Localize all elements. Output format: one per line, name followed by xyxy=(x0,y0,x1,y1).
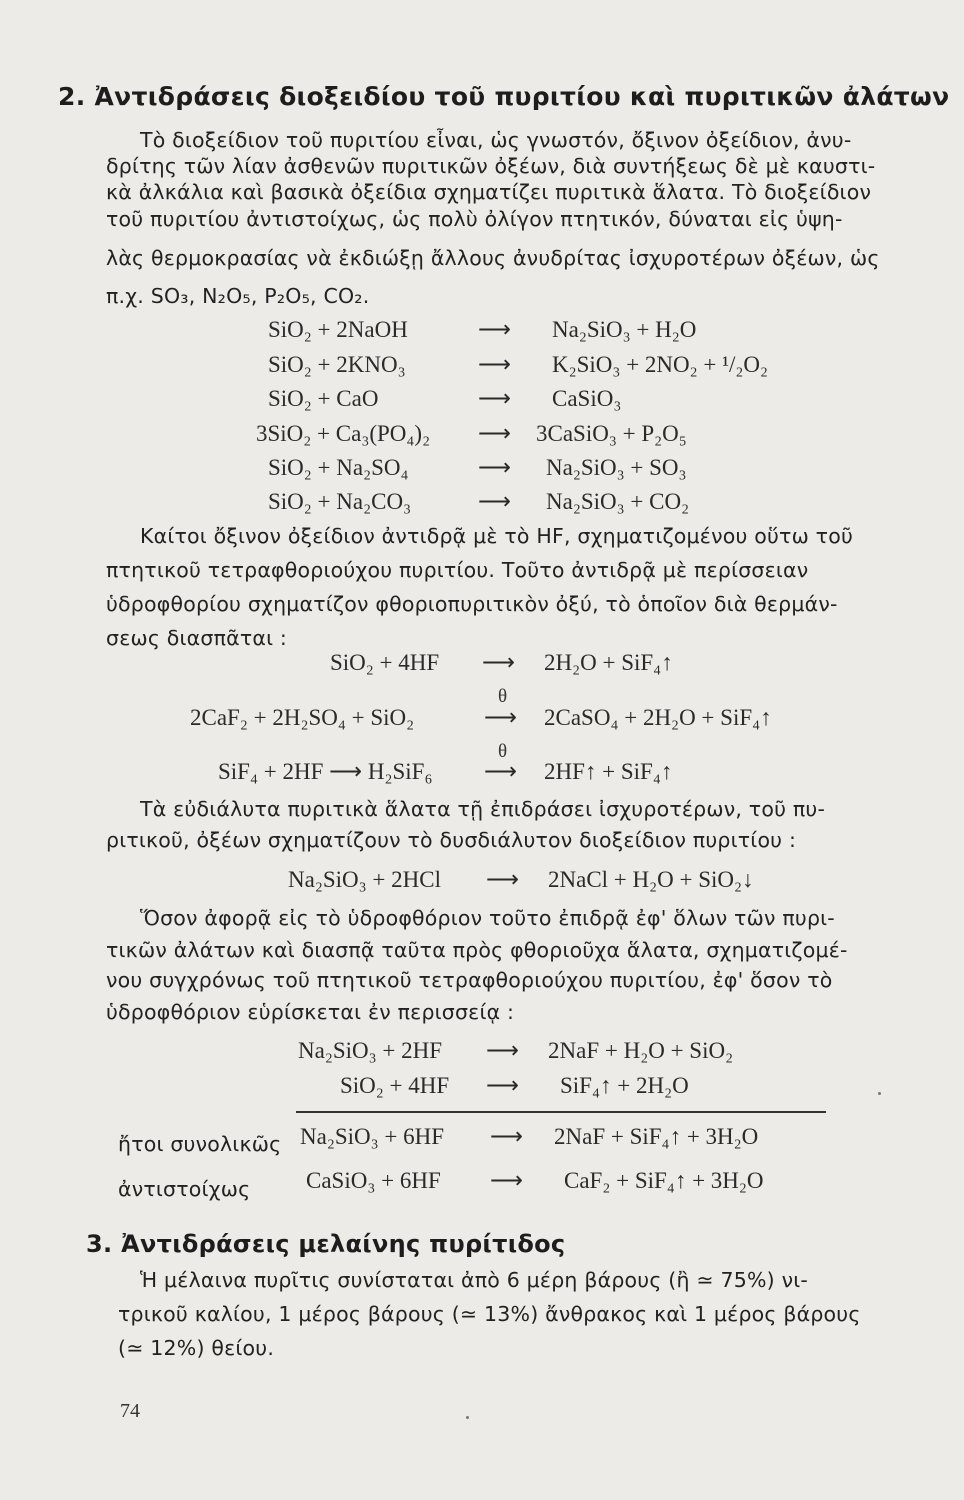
reaction-6-arrow: ⟶ xyxy=(478,489,511,514)
para4-line-4: ὑδροφθόριον εὑρίσκεται ἐν περισσείᾳ : xyxy=(106,1000,515,1024)
hcl-reaction-right: 2NaCl + H₂O + SiO₂↓ xyxy=(548,867,754,892)
hf-reaction-3-right: 2HF↑ + SiF₄↑ xyxy=(544,759,673,784)
para1-line-5: λὰς θερμοκρασίας νὰ ἐκδιώξῃ ἄλλους ἀνυδρίτας ἰσχυροτέρων ὀξέων, ὡς xyxy=(106,246,880,270)
heat-symbol-2: θ xyxy=(498,741,508,762)
page-number: 74 xyxy=(120,1400,140,1422)
heat-symbol-1: θ xyxy=(498,686,508,707)
para1-line-3: κὰ ἀλκάλια καὶ βασικὰ ὀξείδια σχηματίζει πυριτικὰ ἅλατα. Τὸ διοξείδιον xyxy=(106,180,872,204)
reaction-1-right: Na₂SiO₃ + H₂O xyxy=(552,317,697,342)
hf-reaction-2-left: 2CaF₂ + 2H₂SO₄ + SiO₂ xyxy=(190,705,415,730)
para2-line-3: ὑδροφθορίου σχηματίζον φθοριοπυριτικὸν ὀξύ, τὸ ὁποῖον διὰ θερμάν- xyxy=(106,592,838,616)
section3-line-2: τρικοῦ καλίου, 1 μέρος βάρους (≃ 13%) ἄνθρακος καὶ 1 μέρος βάρους xyxy=(118,1302,861,1326)
section3-line-1: Ἡ μέλαινα πυρῖτις συνίσταται ἀπὸ 6 μέρη βάρους (ἢ ≃ 75%) νι- xyxy=(140,1268,808,1292)
reaction-4-arrow: ⟶ xyxy=(478,421,511,446)
reaction-5-arrow: ⟶ xyxy=(478,455,511,480)
hf-salt-reaction-2-arrow: ⟶ xyxy=(486,1073,519,1098)
total-reaction-2-arrow: ⟶ xyxy=(490,1168,523,1193)
reaction-2-left: SiO₂ + 2KNO₃ xyxy=(268,352,406,377)
hf-reaction-2-arrow: ⟶ xyxy=(484,705,517,730)
reaction-3-right: CaSiO₃ xyxy=(552,386,622,411)
print-speck-bottom xyxy=(466,1416,469,1419)
para2-line-1: Καίτοι ὄξινον ὀξείδιον ἀντιδρᾷ μὲ τὸ HF, σχηματιζομένου οὕτω τοῦ xyxy=(140,524,854,548)
reaction-2-arrow: ⟶ xyxy=(478,352,511,377)
total-reaction-1-arrow: ⟶ xyxy=(490,1124,523,1149)
hf-reaction-1-right: 2H₂O + SiF₄↑ xyxy=(544,650,673,675)
reaction-6-left: SiO₂ + Na₂CO₃ xyxy=(268,489,412,514)
reaction-5-left: SiO₂ + Na₂SO₄ xyxy=(268,455,409,480)
para4-line-3: νου συγχρόνως τοῦ πτητικοῦ τετραφθοριούχου πυριτίου, ἐφ' ὅσον τὸ xyxy=(106,968,833,992)
hf-reaction-3-left: SiF₄ + 2HF ⟶ H₂SiF₆ xyxy=(218,759,433,784)
total-reaction-2-left: CaSiO₃ + 6HF xyxy=(306,1168,441,1193)
hf-salt-reaction-2-right: SiF₄↑ + 2H₂O xyxy=(560,1073,689,1098)
reaction-3-left: SiO₂ + CaO xyxy=(268,386,379,411)
reaction-2-right: K₂SiO₃ + 2NO₂ + ¹/₂O₂ xyxy=(552,352,769,377)
print-speck xyxy=(878,1092,881,1095)
hf-salt-reaction-1-arrow: ⟶ xyxy=(486,1038,519,1063)
para1-line-2: δρίτης τῶν λίαν ἀσθενῶν πυριτικῶν ὀξέων, διὰ συντήξεως δὲ μὲ καυστι- xyxy=(106,154,876,178)
reaction-6-right: Na₂SiO₃ + CO₂ xyxy=(546,489,690,514)
para3-line-1: Τὰ εὐδιάλυτα πυριτικὰ ἅλατα τῇ ἐπιδράσει ἰσχυροτέρων, τοῦ πυ- xyxy=(140,797,826,821)
para3-line-2: ριτικοῦ, ὀξέων σχηματίζουν τὸ δυσδιάλυτον διοξείδιον πυριτίου : xyxy=(106,828,797,852)
reaction-1-left: SiO₂ + 2NaOH xyxy=(268,317,408,342)
reaction-5-right: Na₂SiO₃ + SO₃ xyxy=(546,455,687,480)
hf-reaction-1-left: SiO₂ + 4HF xyxy=(330,650,440,675)
hf-reaction-1-arrow: ⟶ xyxy=(482,650,515,675)
section-3-heading: 3. Ἀντιδράσεις μελαίνης πυρίτιδος xyxy=(86,1230,566,1258)
hf-salt-reaction-2-left: SiO₂ + 4HF xyxy=(340,1073,450,1098)
total-reaction-1-right: 2NaF + SiF₄↑ + 3H₂O xyxy=(554,1124,759,1149)
section-2-heading: 2. Ἀντιδράσεις διοξειδίου τοῦ πυριτίου καὶ πυριτικῶν ἀλάτων xyxy=(58,82,950,111)
para1-line-1: Τὸ διοξείδιον τοῦ πυριτίου εἶναι, ὡς γνωστόν, ὄξινον ὀξείδιον, ἀνυ- xyxy=(140,128,852,152)
reaction-4-right: 3CaSiO₃ + P₂O₅ xyxy=(536,421,687,446)
section3-line-3: (≃ 12%) θείου. xyxy=(118,1336,275,1360)
hf-reaction-3-arrow: ⟶ xyxy=(484,759,517,784)
total-label-2: ἀντιστοίχως xyxy=(118,1177,251,1201)
para2-line-2: πτητικοῦ τετραφθοριούχου πυριτίου. Τοῦτο ἀντιδρᾷ μὲ περίσσειαν xyxy=(106,558,809,582)
total-reaction-1-left: Na₂SiO₃ + 6HF xyxy=(300,1124,445,1149)
para1-line-6: π.χ. SO₃, N₂O₅, P₂O₅, CO₂. xyxy=(106,284,370,308)
hf-salt-reaction-1-right: 2NaF + H₂O + SiO₂ xyxy=(548,1038,734,1063)
hf-salt-reaction-1-left: Na₂SiO₃ + 2HF xyxy=(298,1038,443,1063)
hcl-reaction-arrow: ⟶ xyxy=(486,867,519,892)
reaction-1-arrow: ⟶ xyxy=(478,317,511,342)
hf-reaction-2-right: 2CaSO₄ + 2H₂O + SiF₄↑ xyxy=(544,705,772,730)
reaction-4-left: 3SiO₂ + Ca₃(PO₄)₂ xyxy=(256,421,431,446)
sum-rule xyxy=(296,1111,826,1113)
total-label-1: ἤτοι συνολικῶς xyxy=(118,1132,282,1156)
total-reaction-2-right: CaF₂ + SiF₄↑ + 3H₂O xyxy=(564,1168,764,1193)
hcl-reaction-left: Na₂SiO₃ + 2HCl xyxy=(288,867,441,892)
reaction-3-arrow: ⟶ xyxy=(478,386,511,411)
para4-line-2: τικῶν ἀλάτων καὶ διασπᾷ ταῦτα πρὸς φθοριοῦχα ἅλατα, σχηματιζομέ- xyxy=(106,938,848,962)
para4-line-1: Ὅσον ἀφορᾷ εἰς τὸ ὑδροφθόριον τοῦτο ἐπιδρᾷ ἐφ' ὅλων τῶν πυρι- xyxy=(140,906,835,930)
para1-line-4: τοῦ πυριτίου ἀντιστοίχως, ὡς πολὺ ὀλίγον πτητικόν, δύναται εἰς ὑψη- xyxy=(106,207,843,231)
para2-line-4: σεως διασπᾶται : xyxy=(106,626,288,650)
